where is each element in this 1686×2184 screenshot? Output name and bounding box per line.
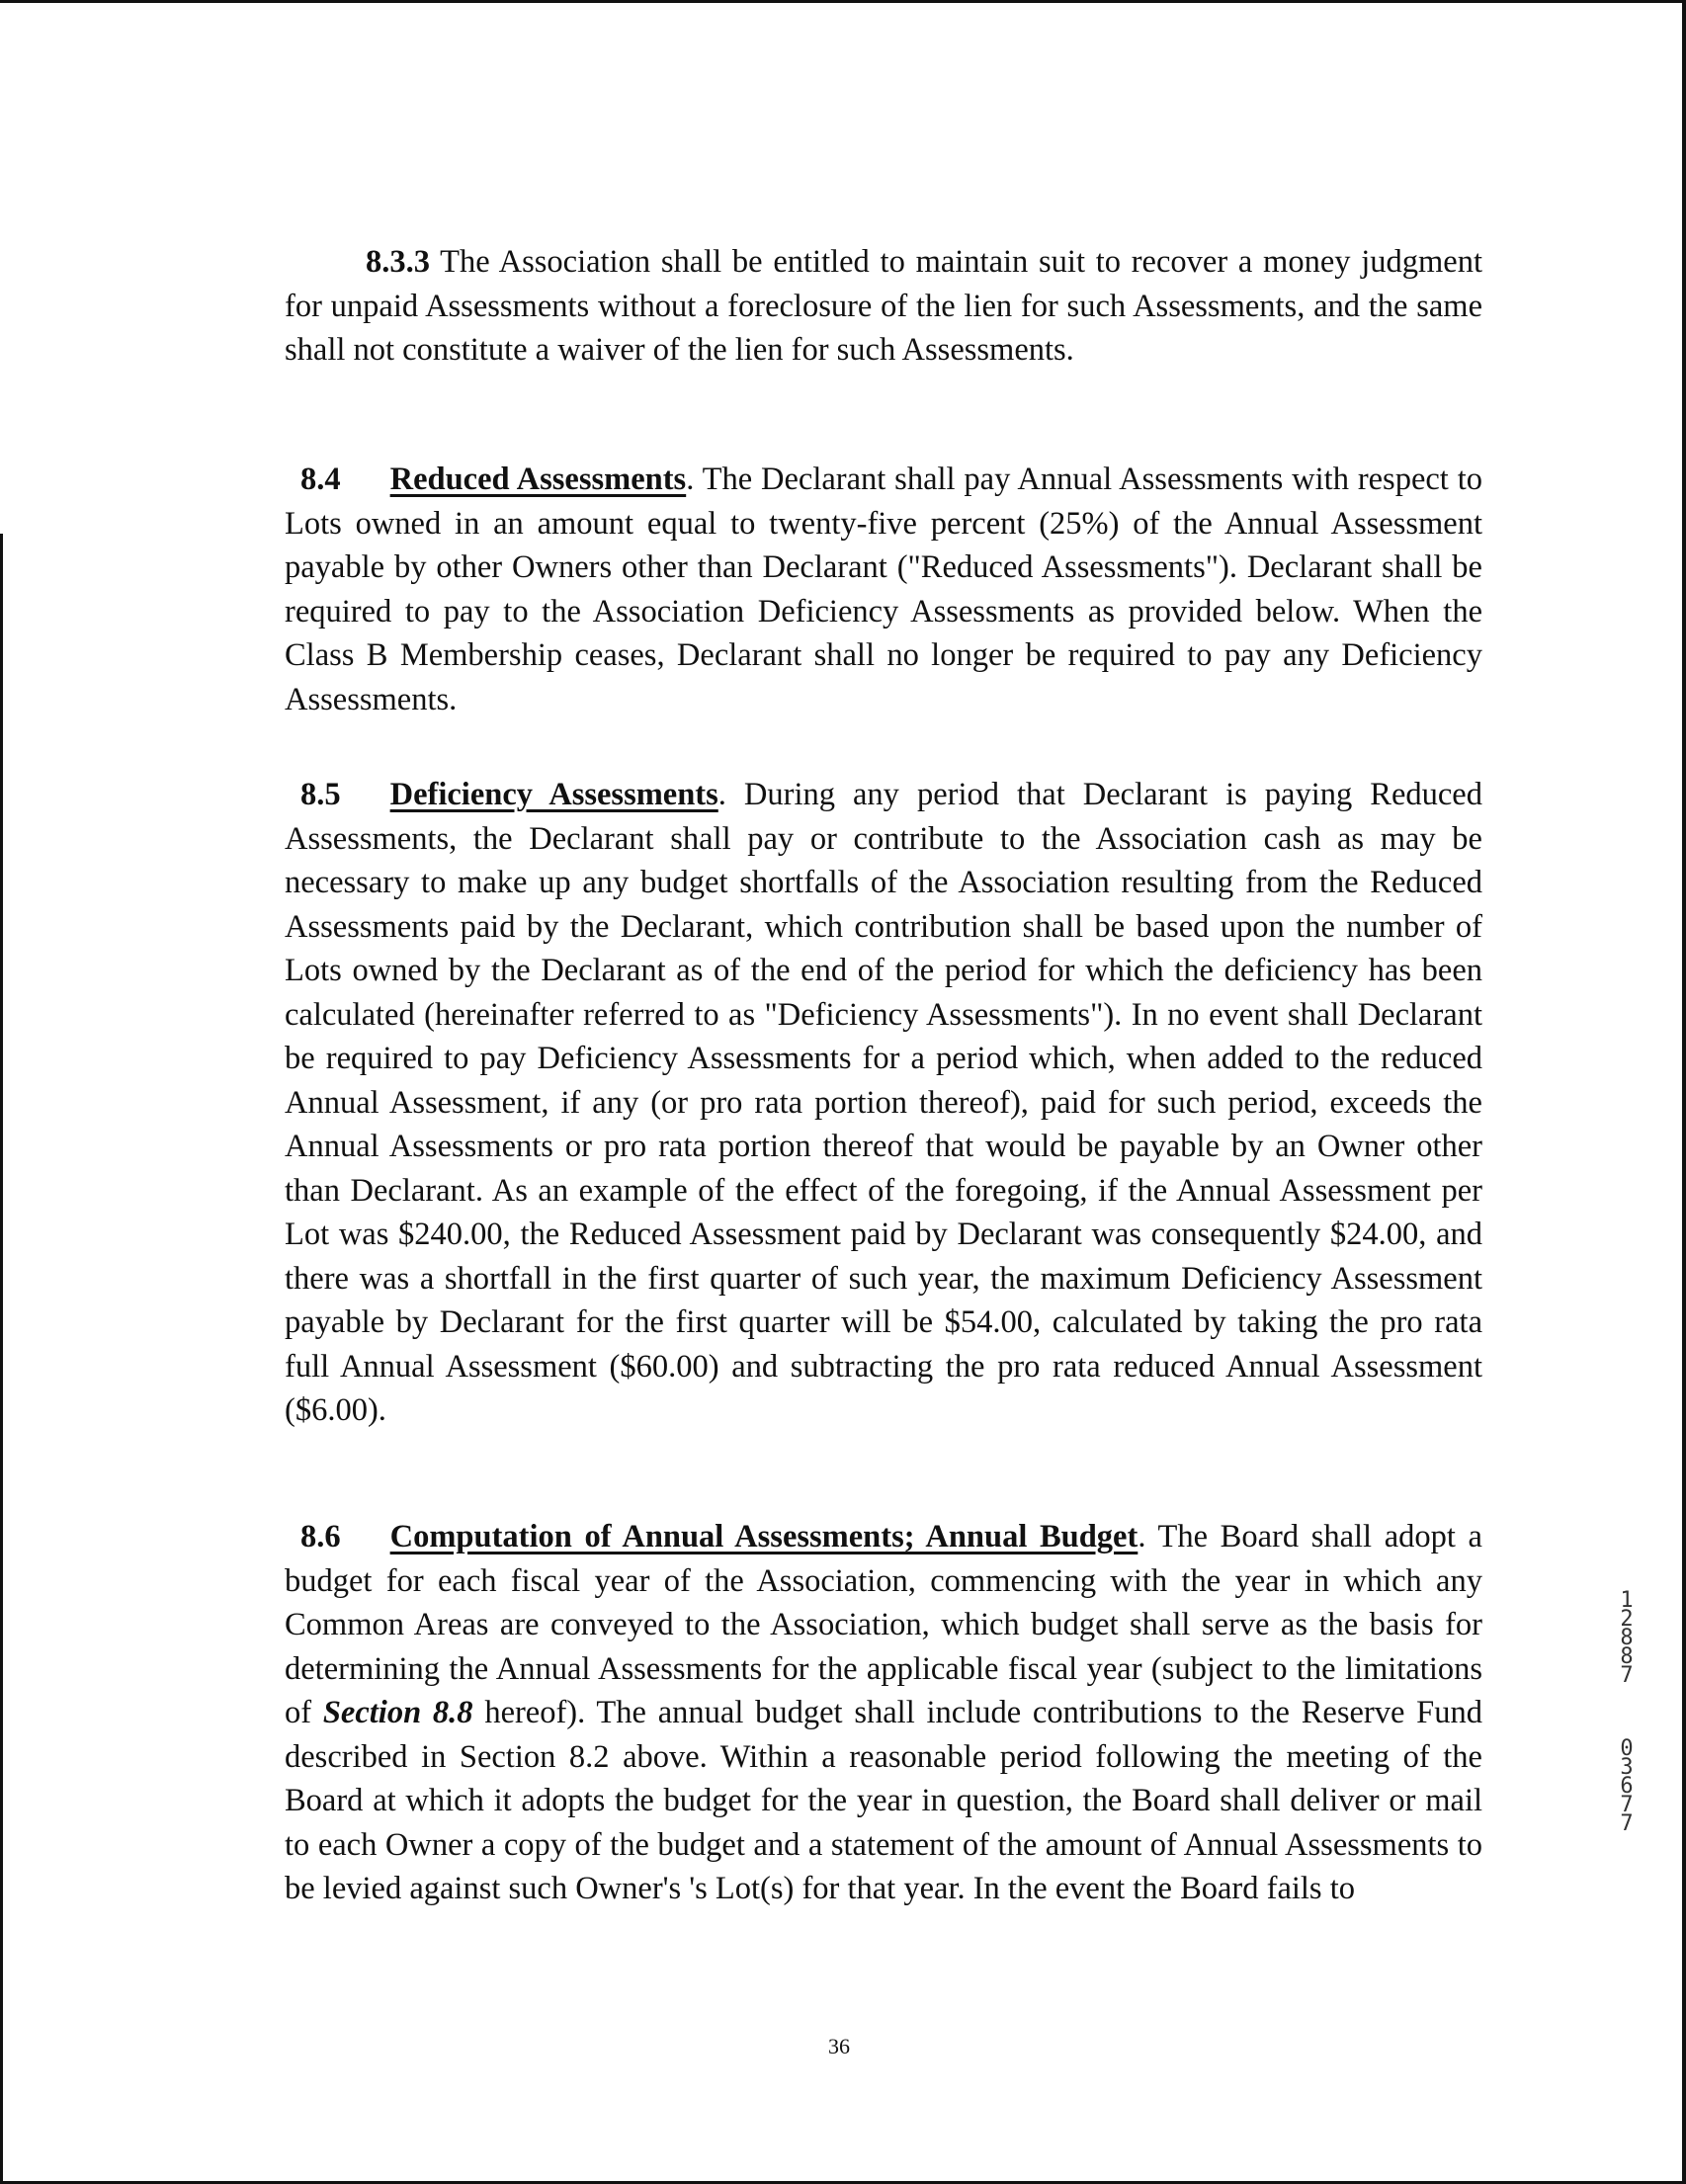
section-heading: Deficiency Assessments	[389, 777, 718, 812]
section-heading: Computation of Annual Assessments; Annual Budget	[389, 1519, 1138, 1554]
section-reference: Section 8.8	[322, 1695, 473, 1730]
margin-stamp-part2: 0 3 6 7 7	[1620, 1736, 1634, 1836]
section-number: 8.5	[300, 777, 341, 812]
page-border-right	[1682, 0, 1686, 2184]
section-8-6	[285, 1515, 1482, 1911]
section-number: 8.3.3	[366, 244, 430, 280]
section-body: . The Declarant shall pay Annual Assessments with respect to Lots owned in an amount equal to twenty-five percent (25%) of the Annual Assessment payable by other Owners other than Declarant ("Reduced Assessments"). Declarant shall be required to pay to the Association Deficiency Assessments as provided below. When the Class B Membership ceases, Declarant shall no longer be required to pay any Deficiency Assessments.	[285, 462, 1482, 717]
section-8-4	[285, 458, 1482, 721]
section-body: The Association shall be entitled to maintain suit to recover a money judgment for unpaid Assessments without a foreclosure of the lien for such Assessments, and the same shall not constitute a waiver of the lien for such Assessments.	[285, 244, 1482, 368]
section-heading: Reduced Assessments	[389, 462, 687, 497]
section-8-5	[285, 773, 1482, 1433]
page-border-top	[0, 0, 1686, 3]
section-body-part1: . The Board shall adopt a budget for each fiscal year of the Association, commencing with the year in which any Common Areas are conveyed to the Association, which budget shall serve as the basis for determining the Annual Assessments for the applicable fiscal year (subject to the limitations of	[285, 1519, 1482, 1730]
page-border-left	[0, 534, 3, 2184]
page-number: 36	[828, 2034, 850, 2058]
section-body: . During any period that Declarant is paying Reduced Assessments, the Declarant shall pay or contribute to the Association cash as may be necessary to make up any budget shortfalls of the Association resulting from the Reduced Assessments paid by the Declarant, which contribution shall be based upon the number of Lots owned by the Declarant as of the end of the period for which the deficiency has been calculated (hereinafter referred to as "Deficiency Assessments"). In no event shall Declarant be required to pay Deficiency Assessments for a period which, when added to the reduced Annual Assessment, if any (or pro rata portion thereof), paid for such period, exceeds the Annual Assessments or pro rata portion thereof that would be payable by an Owner other than Declarant. As an example of the effect of the foregoing, if the Annual Assessment per Lot was $240.00, the Reduced Assessment paid by Declarant was consequently $24.00, and there was a shortfall in the first quarter of such year, the maximum Deficiency Assessment payable by Declarant for the first quarter will be $54.00, calculated by taking the pro rata full Annual Assessment ($60.00) and subtracting the pro rata reduced Annual Assessment ($6.00).	[285, 777, 1482, 1428]
section-number: 8.4	[300, 462, 341, 497]
section-number: 8.6	[300, 1519, 341, 1554]
margin-stamp-part1: 1 2 8 8 7	[1620, 1588, 1634, 1688]
section-8-3-3	[285, 240, 1482, 373]
section-body-part2: hereof). The annual budget shall include contributions to the Reserve Fund described in Section 8.2 above. Within a reasonable period following the meeting of the Board at which it adopts the budget for the year in question, the Board shall deliver or mail to each Owner a copy of the budget and a statement of the amount of Annual Assessments to be levied against such Owner's 's Lot(s) for that year. In the event the Board fails to	[285, 1695, 1482, 1906]
